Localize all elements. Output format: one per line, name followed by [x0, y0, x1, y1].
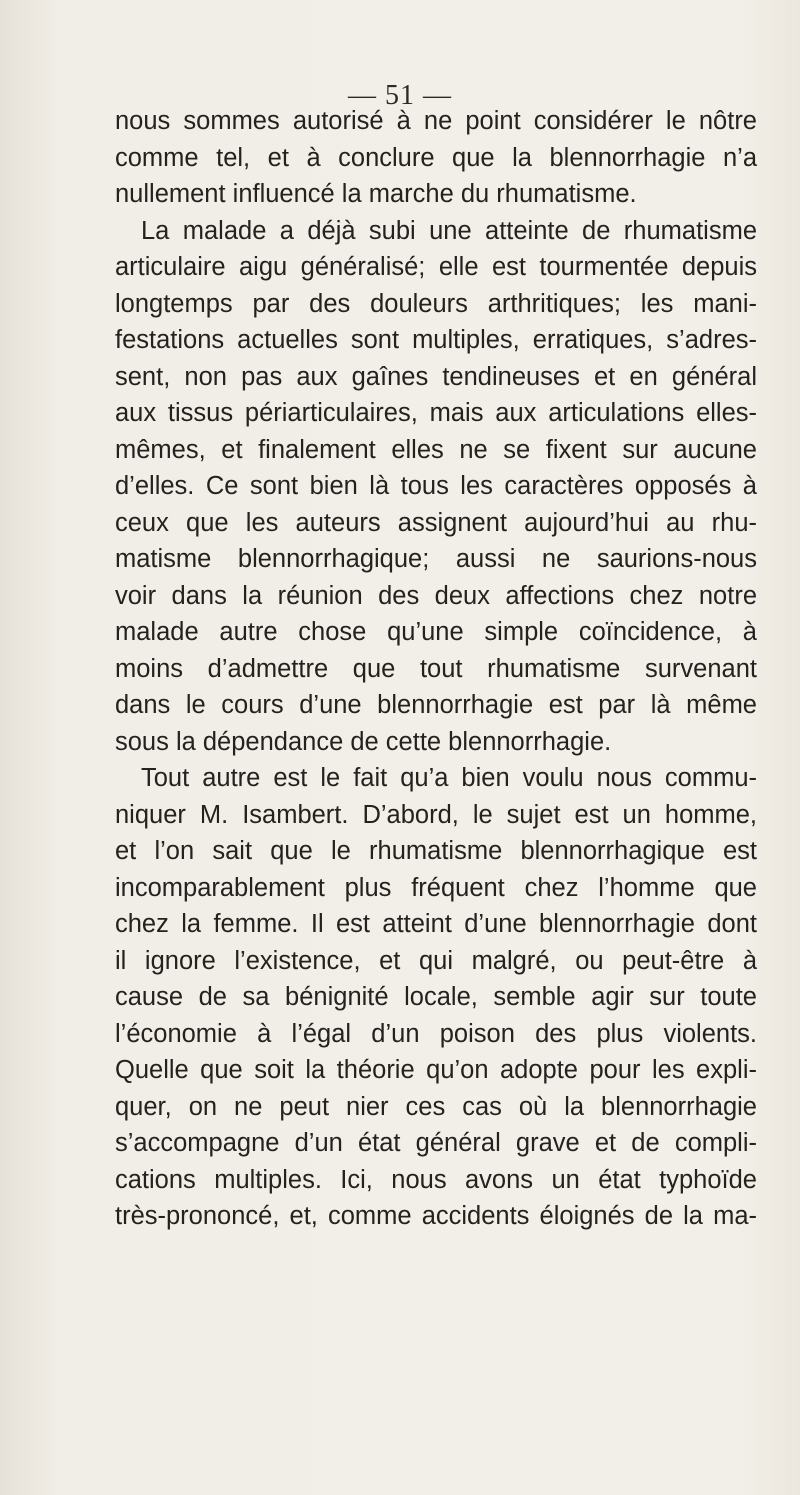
text-line: dans le cours d’une blennorrhagie est par là même: [115, 691, 757, 719]
text-line: cations multiples. Ici, nous avons un état typhoïde: [115, 1165, 757, 1194]
body-text: [115, 103, 757, 1235]
text-line: Quelle que soit la théorie qu’on adopte pour les expli-: [115, 1056, 757, 1084]
text-line: nullement influencé la marche du rhumatisme.: [115, 180, 637, 208]
text-line: aux tissus périarticulaires, mais aux articulations elles-: [115, 399, 757, 427]
text-line: d’elles. Ce sont bien là tous les caractères opposés à: [115, 472, 757, 500]
text-line: La malade a déjà subi une atteinte de rhumatisme: [141, 216, 757, 245]
text-line: matisme blennorrhagique; aussi ne saurions-nous: [115, 545, 757, 573]
text-line: nous sommes autorisé à ne point considérer le nôtre: [115, 107, 757, 135]
text-line: ceux que les auteurs assignent aujourd’hui au rhu-: [115, 508, 757, 537]
text-line: articulaire aigu généralisé; elle est tourmentée depuis: [115, 253, 757, 281]
text-line: s’accompagne d’un état général grave et de compli-: [115, 1129, 757, 1157]
text-line: comme tel, et à conclure que la blennorrhagie n’a: [115, 143, 757, 172]
text-line: mêmes, et finalement elles ne se fixent sur aucune: [115, 435, 757, 464]
text-line: il ignore l’existence, et qui malgré, ou peut-être à: [115, 946, 757, 975]
text-line: incomparablement plus fréquent chez l’homme que: [115, 873, 757, 902]
text-line: sent, non pas aux gaînes tendineuses et en général: [115, 362, 757, 391]
page-number: — 51 —: [348, 80, 452, 111]
text-line: longtemps par des douleurs arthritiques; les mani-: [115, 289, 757, 318]
text-line: chez la femme. Il est atteint d’une blennorrhagie dont: [115, 910, 757, 938]
text-line: l’économie à l’égal d’un poison des plus violents.: [115, 1019, 757, 1048]
text-line: voir dans la réunion des deux affections chez notre: [115, 581, 757, 610]
text-line: très-prononcé, et, comme accidents éloignés de la ma-: [115, 1202, 757, 1230]
text-line: moins d’admettre que tout rhumatisme survenant: [115, 654, 757, 683]
text-line: Tout autre est le fait qu’a bien voulu nous commu-: [141, 764, 757, 792]
text-line: quer, on ne peut nier ces cas où la blennorrhagie: [115, 1092, 757, 1121]
text-line: cause de sa bénignité locale, semble agir sur toute: [115, 983, 757, 1011]
text-line: malade autre chose qu’une simple coïncidence, à: [115, 618, 757, 646]
text-line: sous la dépendance de cette blennorrhagie.: [115, 727, 612, 756]
text-line: et l’on sait que le rhumatisme blennorrhagique est: [115, 837, 757, 865]
text-line: festations actuelles sont multiples, erratiques, s’adres-: [115, 326, 757, 354]
text-line: niquer M. Isambert. D’abord, le sujet est un homme,: [115, 800, 757, 829]
